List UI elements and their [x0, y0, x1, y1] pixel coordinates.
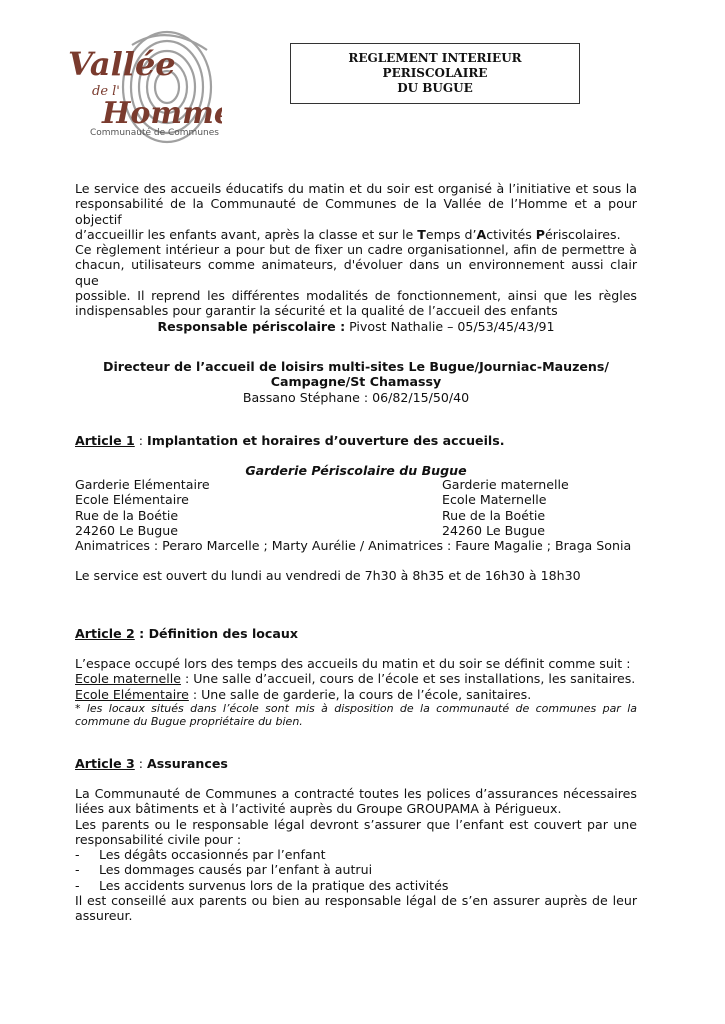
intro-line: Ce règlement intérieur a pour but de fixer un cadre organisationnel, afin de permettre à	[75, 242, 637, 258]
note-line: * les locaux situés dans l’école sont mis à disposition de la communauté de communes par la	[75, 701, 637, 715]
intro-line: Le service des accueils éducatifs du matin et du soir est organisé à l’initiative et sous la	[75, 181, 637, 196]
director-line-2: Campagne/St Chamassy	[270, 374, 442, 390]
logo-line1: Vallée	[68, 45, 176, 83]
opening-hours: Le service est ouvert du lundi au vendredi de 7h30 à 8h35 et de 16h30 à 18h30	[75, 568, 581, 583]
article-3-title: Assurances	[147, 756, 228, 771]
document-title-box	[290, 43, 580, 104]
logo-subtitle: Communauté de Communes	[90, 128, 219, 138]
list-item: - Les dommages causés par l’enfant à autrui	[75, 862, 373, 878]
article-2-body: L’espace occupé lors des temps des accueils du matin et du soir se définit comme suit : Ecole maternelle : Une salle d’accueil, cours de l’école et ses installations, les sanitaires. Ecole Elémentaire : Une salle de garderie, la cours de l’école, sanitaires. * les locaux situés dans l’école sont mis à disposition de la communauté de communes par la commune du Bugue propriétaire du bien.	[75, 656, 637, 728]
title-line-2: PERISCOLAIRE	[382, 66, 488, 80]
intro-section	[75, 181, 637, 334]
article-2-heading	[75, 626, 637, 641]
logo-line3: Homme	[102, 96, 222, 131]
note-line: commune du Bugue propriétaire du bien.	[75, 714, 303, 728]
intro-line: chacun, utilisateurs comme animateurs, d'évoluer dans un environnement aussi clair que	[75, 257, 637, 288]
article-3-heading: Article 3 : Assurances	[75, 756, 228, 771]
article-3-label: Article 3	[75, 756, 135, 771]
intro-line: indispensables pour garantir la sécurité et la qualité de l’accueil des enfants	[75, 303, 558, 319]
intro-line-tap: d’accueillir les enfants avant, après la classe et sur le Temps d’Activités Périscolaires.	[75, 226, 621, 242]
director-contact: Bassano Stéphane : 06/82/15/50/40	[242, 389, 470, 405]
director-line-1: Directeur de l’accueil de loisirs multi-sites Le Bugue/Journiac-Mauzens/	[102, 359, 609, 374]
animatrices-line: Animatrices : Peraro Marcelle ; Marty Aurélie / Animatrices : Faure Magalie ; Braga Sonia	[75, 538, 632, 553]
article-1-title: Implantation et horaires d’ouverture des accueils.	[147, 433, 505, 448]
director-section	[75, 359, 637, 405]
elementaire-address: Garderie Elémentaire Ecole Elémentaire Rue de la Boétie 24260 Le Bugue	[75, 477, 210, 538]
article-1-subtitle: Garderie Périscolaire du Bugue	[245, 463, 467, 478]
responsable-line: Responsable périscolaire : Pivost Nathalie – 05/53/45/43/91	[157, 318, 555, 334]
article-2-label: Article 2	[75, 626, 135, 641]
article-3-body: La Communauté de Communes a contracté toutes les polices d’assurances nécessaires liées aux bâtiments et à l’activité auprès du Groupe GROUPAMA à Périgueux. Les parents ou le responsable légal devront s’assurer que l’enfant est couvert par une responsabilité civile pour : - Les dégâts occasionnés par l’enfant - Les dommages causés par l’enfant à autrui - Les accidents survenus lors de la pratique des activités Il est conseillé aux parents ou bien au responsable légal de s’en assurer auprès de leur assureur.	[75, 786, 637, 924]
list-item: - Les accidents survenus lors de la pratique des activités	[75, 877, 449, 893]
article-1-label: Article 1	[75, 433, 135, 448]
article-1-heading: Article 1 : Implantation et horaires d’ouverture des accueils.	[75, 433, 505, 448]
list-item: - Les dégâts occasionnés par l’enfant	[75, 847, 326, 863]
fingerprint-logo-icon	[62, 25, 222, 150]
title-line-3: DU BUGUE	[397, 81, 473, 95]
intro-line: possible. Il reprend les différentes modalités de fonctionnement, ainsi que les règles	[75, 288, 637, 304]
intro-line: responsabilité de la Communauté de Communes de la Vallée de l’Homme et a pour objectif	[75, 196, 637, 227]
title-line-1: REGLEMENT INTERIEUR	[348, 51, 522, 65]
maternelle-address: Garderie maternelle Ecole Maternelle Rue de la Boétie 24260 Le Bugue	[442, 477, 569, 538]
logo-line2: de l'	[92, 84, 120, 99]
logo	[62, 25, 222, 150]
article-2-title: : Définition des locaux	[134, 626, 298, 641]
